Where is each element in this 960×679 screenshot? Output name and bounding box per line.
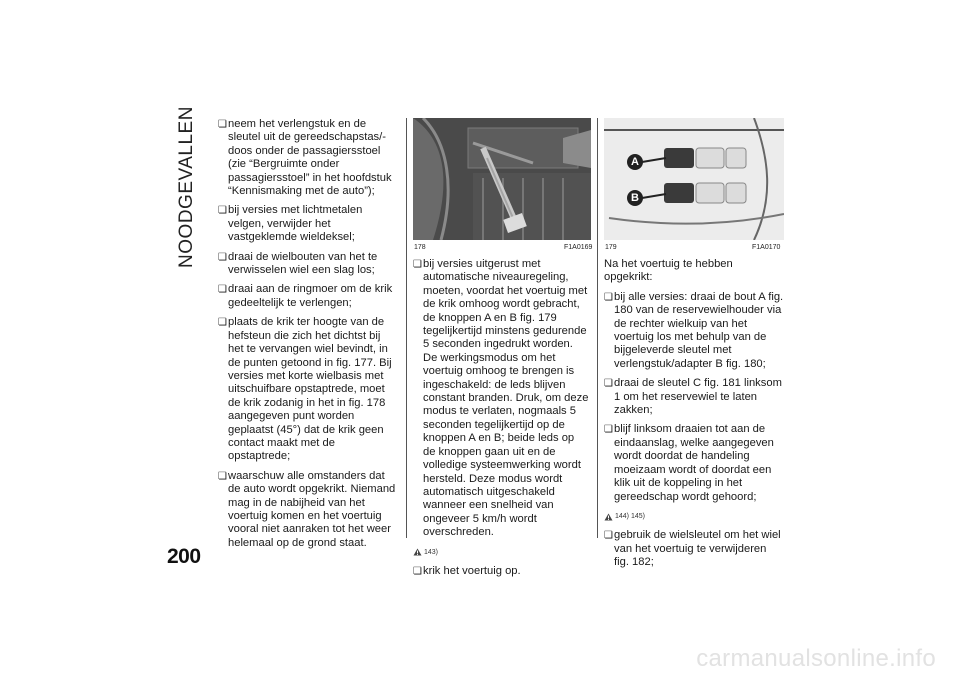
jack-illustration — [413, 118, 591, 240]
list-item: ❏ draai de sleutel C fig. 181 linksom 1 om het reservewiel te laten zakken; — [604, 377, 782, 417]
column-1 — [218, 118, 398, 556]
bullet-icon: ❏ — [413, 565, 422, 577]
watermark: carmanualsonline.info — [696, 645, 936, 672]
bullet-icon: ❏ — [413, 259, 422, 270]
bullet-icon: ❏ — [218, 317, 227, 329]
figure-178-code: F1A0169 — [564, 244, 593, 251]
list-item: ❏ krik het voertuig op. — [413, 564, 521, 577]
buttons-illustration — [604, 118, 784, 240]
column-divider — [597, 118, 598, 538]
bullet-icon: ❏ — [218, 119, 227, 130]
warning-reference: 143) — [413, 546, 589, 559]
figure-178-image — [413, 118, 591, 240]
column-divider — [406, 118, 407, 538]
section-title: NOODGEVALLEN — [176, 106, 197, 268]
bullet-icon: ❏ — [604, 530, 613, 542]
list-item: ❏ neem het verlengstuk en de sleutel uit de gereedschapstas/-doos onder de passagiersstoel (zie “Bergruimte onder passagiersstoel” in het hoofdstuk “Kennismaking met de auto”); — [218, 118, 392, 198]
list-item: ❏ waarschuw alle omstanders dat de auto wordt opgekrikt. Niemand mag in de nabijheid van het voertuig komen en het voertuig vooral niet aanraken tot het weer helemaal op de grond staat. — [218, 469, 396, 549]
list-item: ❏ blijf linksom draaien tot aan de eindaanslag, welke aangegeven wordt doordat de handeling moeizaam wordt of doordat een klik uit de koppeling in het gereedschap wordt gehoord; — [604, 423, 774, 503]
intro-text: Na het voertuig te hebben opgekrikt: — [604, 258, 733, 284]
list-item: ❏ draai de wielbouten van het te verwisselen wiel een slag los; — [218, 250, 378, 277]
bullet-icon: ❏ — [218, 251, 227, 263]
warning-icon — [413, 548, 422, 556]
label-b: B — [627, 190, 643, 206]
figure-179-code: F1A0170 — [752, 244, 781, 251]
figure-178-number: 178 — [414, 244, 426, 251]
warning-reference: 144) 145) — [604, 510, 784, 523]
label-a: A — [627, 154, 643, 170]
list-item: ❏ bij versies met lichtmetalen velgen, verwijder het vastgeklemde wieldeksel; — [218, 204, 363, 244]
bullet-icon: ❏ — [604, 424, 613, 436]
list-item: ❏ bij versies uitgerust met automatische niveauregeling, moeten, voordat het voertuig met de krik omhoog wordt gebracht, de knoppen A en B fig. 179 tegelijkertijd minstens gedurende 5 seconden ingedrukt worden. De werkingsmodus om het voertuig omhoog te brengen is ingeschakeld: de leds blijven constant branden. Druk, om deze modus te verlaten, nogmaals 5 seconden tegelijkertijd op de knoppen A en B; beide leds op de knoppen gaan uit en de volledige systeemwerking wordt hersteld. Deze modus wordt automatisch uitgeschakeld wanneer een snelheid van ongeveer 5 km/h wordt overschreden. — [413, 258, 589, 539]
list-item: ❏ gebruik de wielsleutel om het wiel van het voertuig te verwijderen fig. 182; — [604, 529, 781, 569]
bullet-icon: ❏ — [604, 291, 613, 303]
column-2 — [413, 258, 589, 584]
figure-179-image — [604, 118, 784, 240]
list-item: ❏ draai aan de ringmoer om de krik gedeeltelijk te verlengen; — [218, 283, 393, 309]
bullet-icon: ❏ — [218, 470, 227, 482]
page-number: 200 — [167, 545, 201, 568]
column-3 — [604, 258, 784, 576]
list-item: ❏ bij alle versies: draai de bout A fig. 180 van de reservewielhouder via de rechter wielkuip van het voertuig los met behulp van de bijgeleverde sleutel met verlengstuk/adapter B fig. 180; — [604, 290, 784, 370]
list-item: ❏ plaats de krik ter hoogte van de hefsteun die zich het dichtst bij het te vervangen wiel bevindt, in de punten getoond in fig. 177. Bij versies met korte wielbasis met uitschuifbare opstaptrede, moet de krik zodanig in het in fig. 178 aangegeven punt worden geplaatst (45°) dat de krik geen contact maakt met de opstaptrede; — [218, 316, 392, 463]
bullet-icon: ❏ — [218, 284, 227, 296]
bullet-icon: ❏ — [604, 378, 613, 390]
figure-179-number: 179 — [605, 244, 617, 251]
warning-icon — [604, 513, 613, 521]
bullet-icon: ❏ — [218, 205, 227, 217]
